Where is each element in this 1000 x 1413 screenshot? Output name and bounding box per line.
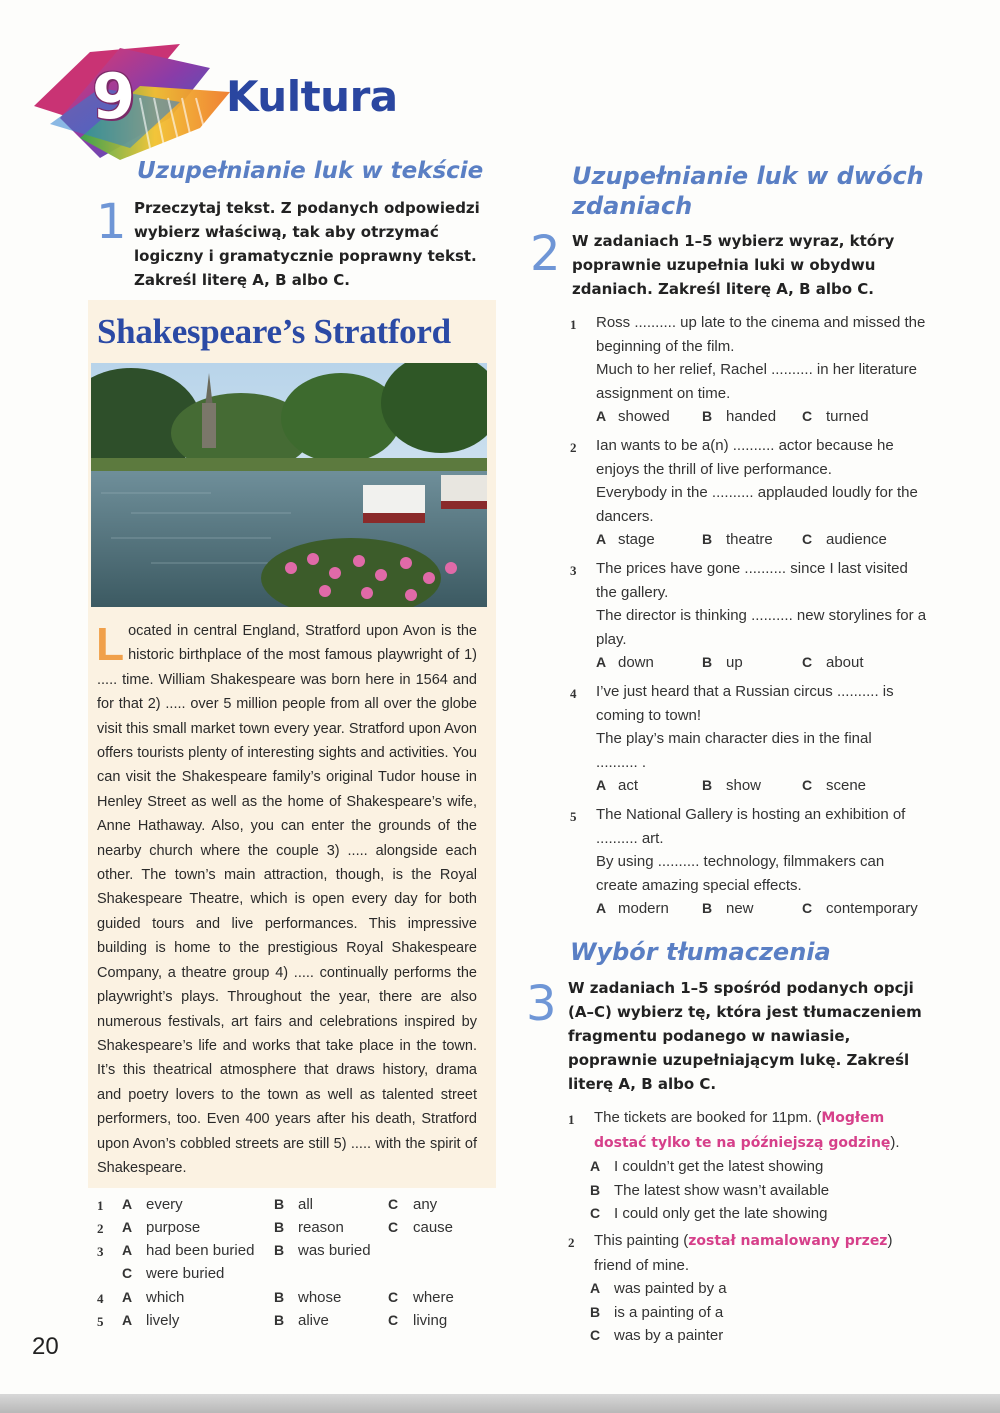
scan-edge-shadow — [0, 1394, 1000, 1413]
option-a-text: which — [146, 1289, 185, 1306]
sentence-2: Much to her relief, Rachel .......... in her literature assignment on time. — [596, 361, 917, 402]
sentence-1: I’ve just heard that a Russian circus .......... is coming to town! — [596, 683, 894, 724]
page-number: 20 — [32, 1333, 59, 1360]
task2-heading — [572, 161, 932, 221]
polish-phrase: został namalowany przez — [688, 1233, 888, 1249]
option-letter-c[interactable]: C — [802, 654, 813, 670]
chapter-title: Kultura — [226, 72, 398, 121]
stratford-river-photo — [91, 363, 487, 607]
task2-heading-line2: zdaniach — [572, 192, 693, 220]
option-letter-b[interactable]: B — [274, 1312, 285, 1328]
option-letter-c[interactable]: C — [802, 777, 813, 793]
option-row — [97, 1265, 477, 1289]
question-number: 5 — [570, 809, 577, 824]
option-letter-b[interactable]: B — [702, 408, 713, 424]
question-number: 1 — [568, 1112, 575, 1127]
option-letter-a[interactable]: A — [122, 1196, 133, 1212]
answer-options — [570, 528, 930, 552]
option-letter-a[interactable]: A — [590, 1280, 601, 1296]
option-row — [97, 1196, 477, 1220]
option-letter-b[interactable]: B — [590, 1303, 601, 1320]
option-b-text: is a painting of a — [614, 1303, 724, 1321]
option-letter-a[interactable]: A — [122, 1289, 133, 1305]
chapter-number: 9 — [92, 60, 136, 133]
option-c-text: scene — [826, 777, 867, 794]
option-letter-a[interactable]: A — [596, 408, 607, 424]
option-a-text: stage — [618, 531, 655, 548]
answer-options — [570, 651, 930, 675]
option-number: 5 — [97, 1314, 104, 1329]
option-b-text: handed — [726, 408, 777, 425]
question-text-before: This painting ( — [594, 1232, 689, 1249]
answer-options — [570, 774, 930, 798]
option-c-text: were buried — [146, 1265, 225, 1282]
task3-heading: Wybór tłumaczenia — [570, 938, 831, 966]
option-c-text: was by a painter — [614, 1327, 724, 1344]
question-number: 4 — [570, 686, 577, 701]
option-b-text: reason — [298, 1219, 344, 1236]
option-row — [97, 1242, 477, 1266]
sentence-1: The National Gallery is hosting an exhibition of .......... art. — [596, 806, 906, 847]
task2-number: 2 — [530, 226, 561, 282]
option-letter-a[interactable]: A — [122, 1312, 133, 1328]
option-c-text: I could only get the late showing — [614, 1205, 828, 1222]
option-letter-c[interactable]: C — [802, 531, 813, 547]
task1-heading: Uzupełnianie luk w tekście — [137, 158, 484, 184]
option-c-text: cause — [413, 1219, 454, 1236]
answer-option-a — [568, 1155, 930, 1179]
answer-option-c — [568, 1324, 930, 1348]
option-b-text: show — [726, 777, 762, 794]
option-a-text: lively — [146, 1312, 180, 1329]
option-c-text: any — [413, 1196, 438, 1213]
option-letter-a[interactable]: A — [122, 1242, 133, 1258]
option-letter-b[interactable]: B — [274, 1242, 285, 1258]
sentence-2: Everybody in the .......... applauded loudly for the dancers. — [596, 484, 918, 525]
option-letter-a[interactable]: A — [590, 1158, 601, 1174]
task3-question-1 — [568, 1106, 930, 1226]
option-letter-c[interactable]: C — [802, 408, 813, 424]
option-b-text: The latest show wasn’t available — [614, 1181, 830, 1199]
task2-question-2 — [570, 434, 930, 552]
option-a-text: purpose — [146, 1219, 201, 1236]
option-letter-b[interactable]: B — [702, 777, 713, 793]
article-text — [97, 619, 477, 1180]
option-letter-a[interactable]: A — [596, 777, 607, 793]
option-letter-c[interactable]: C — [590, 1205, 601, 1221]
task2-question-3 — [570, 557, 930, 675]
question-number: 3 — [570, 563, 577, 578]
option-letter-c[interactable]: C — [802, 900, 813, 916]
task2-heading-line1: Uzupełnianie luk w dwóch — [572, 162, 924, 190]
option-letter-b[interactable]: B — [590, 1181, 601, 1198]
sentence-2: The director is thinking .......... new storylines for a play. — [596, 607, 927, 648]
option-row — [97, 1219, 477, 1243]
option-number: 3 — [97, 1244, 104, 1259]
answer-options — [570, 405, 930, 429]
question-number: 2 — [568, 1235, 575, 1250]
option-a-text: I couldn’t get the latest showing — [614, 1158, 824, 1175]
option-letter-a[interactable]: A — [596, 531, 607, 547]
option-letter-b[interactable]: B — [702, 900, 713, 916]
task1-instruction: Przeczytaj tekst. Z podanych odpowiedzi wybierz właściwą, tak aby otrzymać logiczny i gramatycznie poprawny tekst. Zakreśl literę A, B albo C. — [134, 199, 480, 289]
option-b-text: new — [726, 900, 754, 917]
option-letter-c[interactable]: C — [122, 1265, 133, 1281]
option-a-text: had been buried — [146, 1242, 255, 1259]
option-b-text: all — [298, 1196, 314, 1213]
task3-number: 3 — [526, 976, 557, 1032]
sentence-1: Ross .......... up late to the cinema and missed the beginning of the film. — [596, 314, 926, 355]
task2-question-4 — [570, 680, 930, 798]
option-a-text: act — [618, 777, 639, 794]
option-c-text: turned — [826, 408, 869, 425]
option-letter-b[interactable]: B — [274, 1289, 285, 1305]
option-c-text: where — [413, 1289, 454, 1306]
task3-question-2 — [568, 1229, 930, 1348]
task2-question-5 — [570, 803, 930, 921]
option-a-text: was painted by a — [614, 1280, 727, 1297]
option-a-text: modern — [618, 900, 669, 917]
sentence-2-end: .......... . — [596, 753, 647, 771]
option-number: 2 — [97, 1221, 104, 1236]
task2-instruction: W zadaniach 1–5 wybierz wyraz, który poprawnie uzupełnia luki w obydwu zdaniach. Zakreśl literę A, B albo C. — [572, 232, 895, 298]
sentence-1: The prices have gone .......... since I last visited the gallery. — [596, 560, 908, 601]
option-letter-b[interactable]: B — [274, 1219, 285, 1235]
task1-number: 1 — [96, 194, 127, 250]
option-letter-b[interactable]: B — [274, 1196, 285, 1212]
answer-options — [570, 897, 930, 921]
option-letter-a[interactable]: A — [596, 900, 607, 916]
article-body: ocated in central England, Stratford upon Avon is the historic birthplace of the most famous playwright of 1) ..... time. William Shakespeare was born here in 1564 and for that 2) ..... over 5 million people from all over the globe visit this small market town every year. Stratford upon Avon offers tourists plenty of interesting sights and activities. You can visit the Shakespeare family’s original Tudor house in Henley Street as well as the home of Shakespeare’s wife, Anne Hathaway. Also, you can enter the grounds of the nearby church where the couple 3) ..... alongside each other. The town’s main attraction, though, is the Royal Shakespeare Theatre, which is open every day for both guided tours and live performances. This impressive building is home to the prestigious Royal Shakespeare Company, a theatre group 4) ..... continually performs the playwright’s plays. Throughout the year, there are also numerous festivals, art fairs and celebrations inspired by Shakespeare’s life and works that take place in the town. It’s this theatrical atmosphere that draws history, drama and poetry lovers to the town as well as talented street performers, too. Even 400 years after his death, Stratford upon Avon’s cobbled streets are still 5) ..... with the spirit of Shakespeare. — [97, 623, 477, 1176]
article-title: Shakespeare’s Stratford — [97, 312, 451, 351]
question-text — [568, 1106, 930, 1155]
task2-question-1 — [570, 311, 930, 429]
option-letter-a[interactable]: A — [596, 654, 607, 670]
option-letter-c[interactable]: C — [590, 1327, 601, 1343]
option-letter-b[interactable]: B — [702, 654, 713, 670]
option-a-text: every — [146, 1196, 183, 1213]
option-letter-c[interactable]: C — [388, 1196, 399, 1212]
option-a-text: showed — [618, 408, 670, 425]
option-letter-c[interactable]: C — [388, 1312, 399, 1328]
option-c-text: contemporary — [826, 900, 918, 917]
option-b-text: up — [726, 654, 743, 671]
option-a-text: down — [618, 654, 654, 671]
option-c-text: living — [413, 1312, 448, 1329]
drop-cap: L — [96, 618, 125, 670]
option-letter-c[interactable]: C — [388, 1219, 399, 1235]
question-text — [568, 1229, 930, 1277]
question-number: 2 — [570, 440, 577, 455]
option-number: 1 — [97, 1198, 104, 1213]
question-text-before: The tickets are booked for 11pm. ( — [594, 1109, 822, 1126]
task1-options — [97, 1196, 477, 1336]
sentence-1: Ian wants to be a(n) .......... actor because he enjoys the thrill of live performance. — [596, 437, 894, 478]
answer-option-c — [568, 1202, 930, 1226]
answer-option-b — [568, 1301, 930, 1325]
option-b-text: theatre — [726, 531, 773, 548]
option-row — [97, 1312, 477, 1336]
task3-instruction: W zadaniach 1–5 spośród podanych opcji (A–C) wybierz tę, która jest tłumaczeniem fragmentu podanego w nawiasie, poprawnie uzupełniającym lukę. Zakreśl literę A, B albo C. — [568, 979, 922, 1093]
question-text-after: ) friend of mine. — [594, 1232, 893, 1274]
option-c-text: about — [826, 654, 864, 671]
sentence-2: By using .......... technology, filmmakers can create amazing special effects. — [596, 853, 885, 894]
option-number: 4 — [97, 1291, 104, 1306]
answer-option-b — [568, 1179, 930, 1203]
option-c-text: audience — [826, 531, 887, 548]
answer-option-a — [568, 1277, 930, 1301]
question-number: 1 — [570, 317, 577, 332]
option-b-text: whose — [298, 1289, 342, 1306]
option-b-text: was buried — [298, 1242, 371, 1259]
question-text-after: ). — [890, 1133, 900, 1151]
polish-phrase: Mogłem dostać tylko te na późniejszą godzinę — [594, 1110, 891, 1151]
option-letter-b[interactable]: B — [702, 531, 713, 547]
option-b-text: alive — [298, 1312, 329, 1329]
option-row — [97, 1289, 477, 1313]
sentence-2: The play’s main character dies in the final — [596, 730, 872, 747]
option-letter-c[interactable]: C — [388, 1289, 399, 1305]
option-letter-a[interactable]: A — [122, 1219, 133, 1235]
